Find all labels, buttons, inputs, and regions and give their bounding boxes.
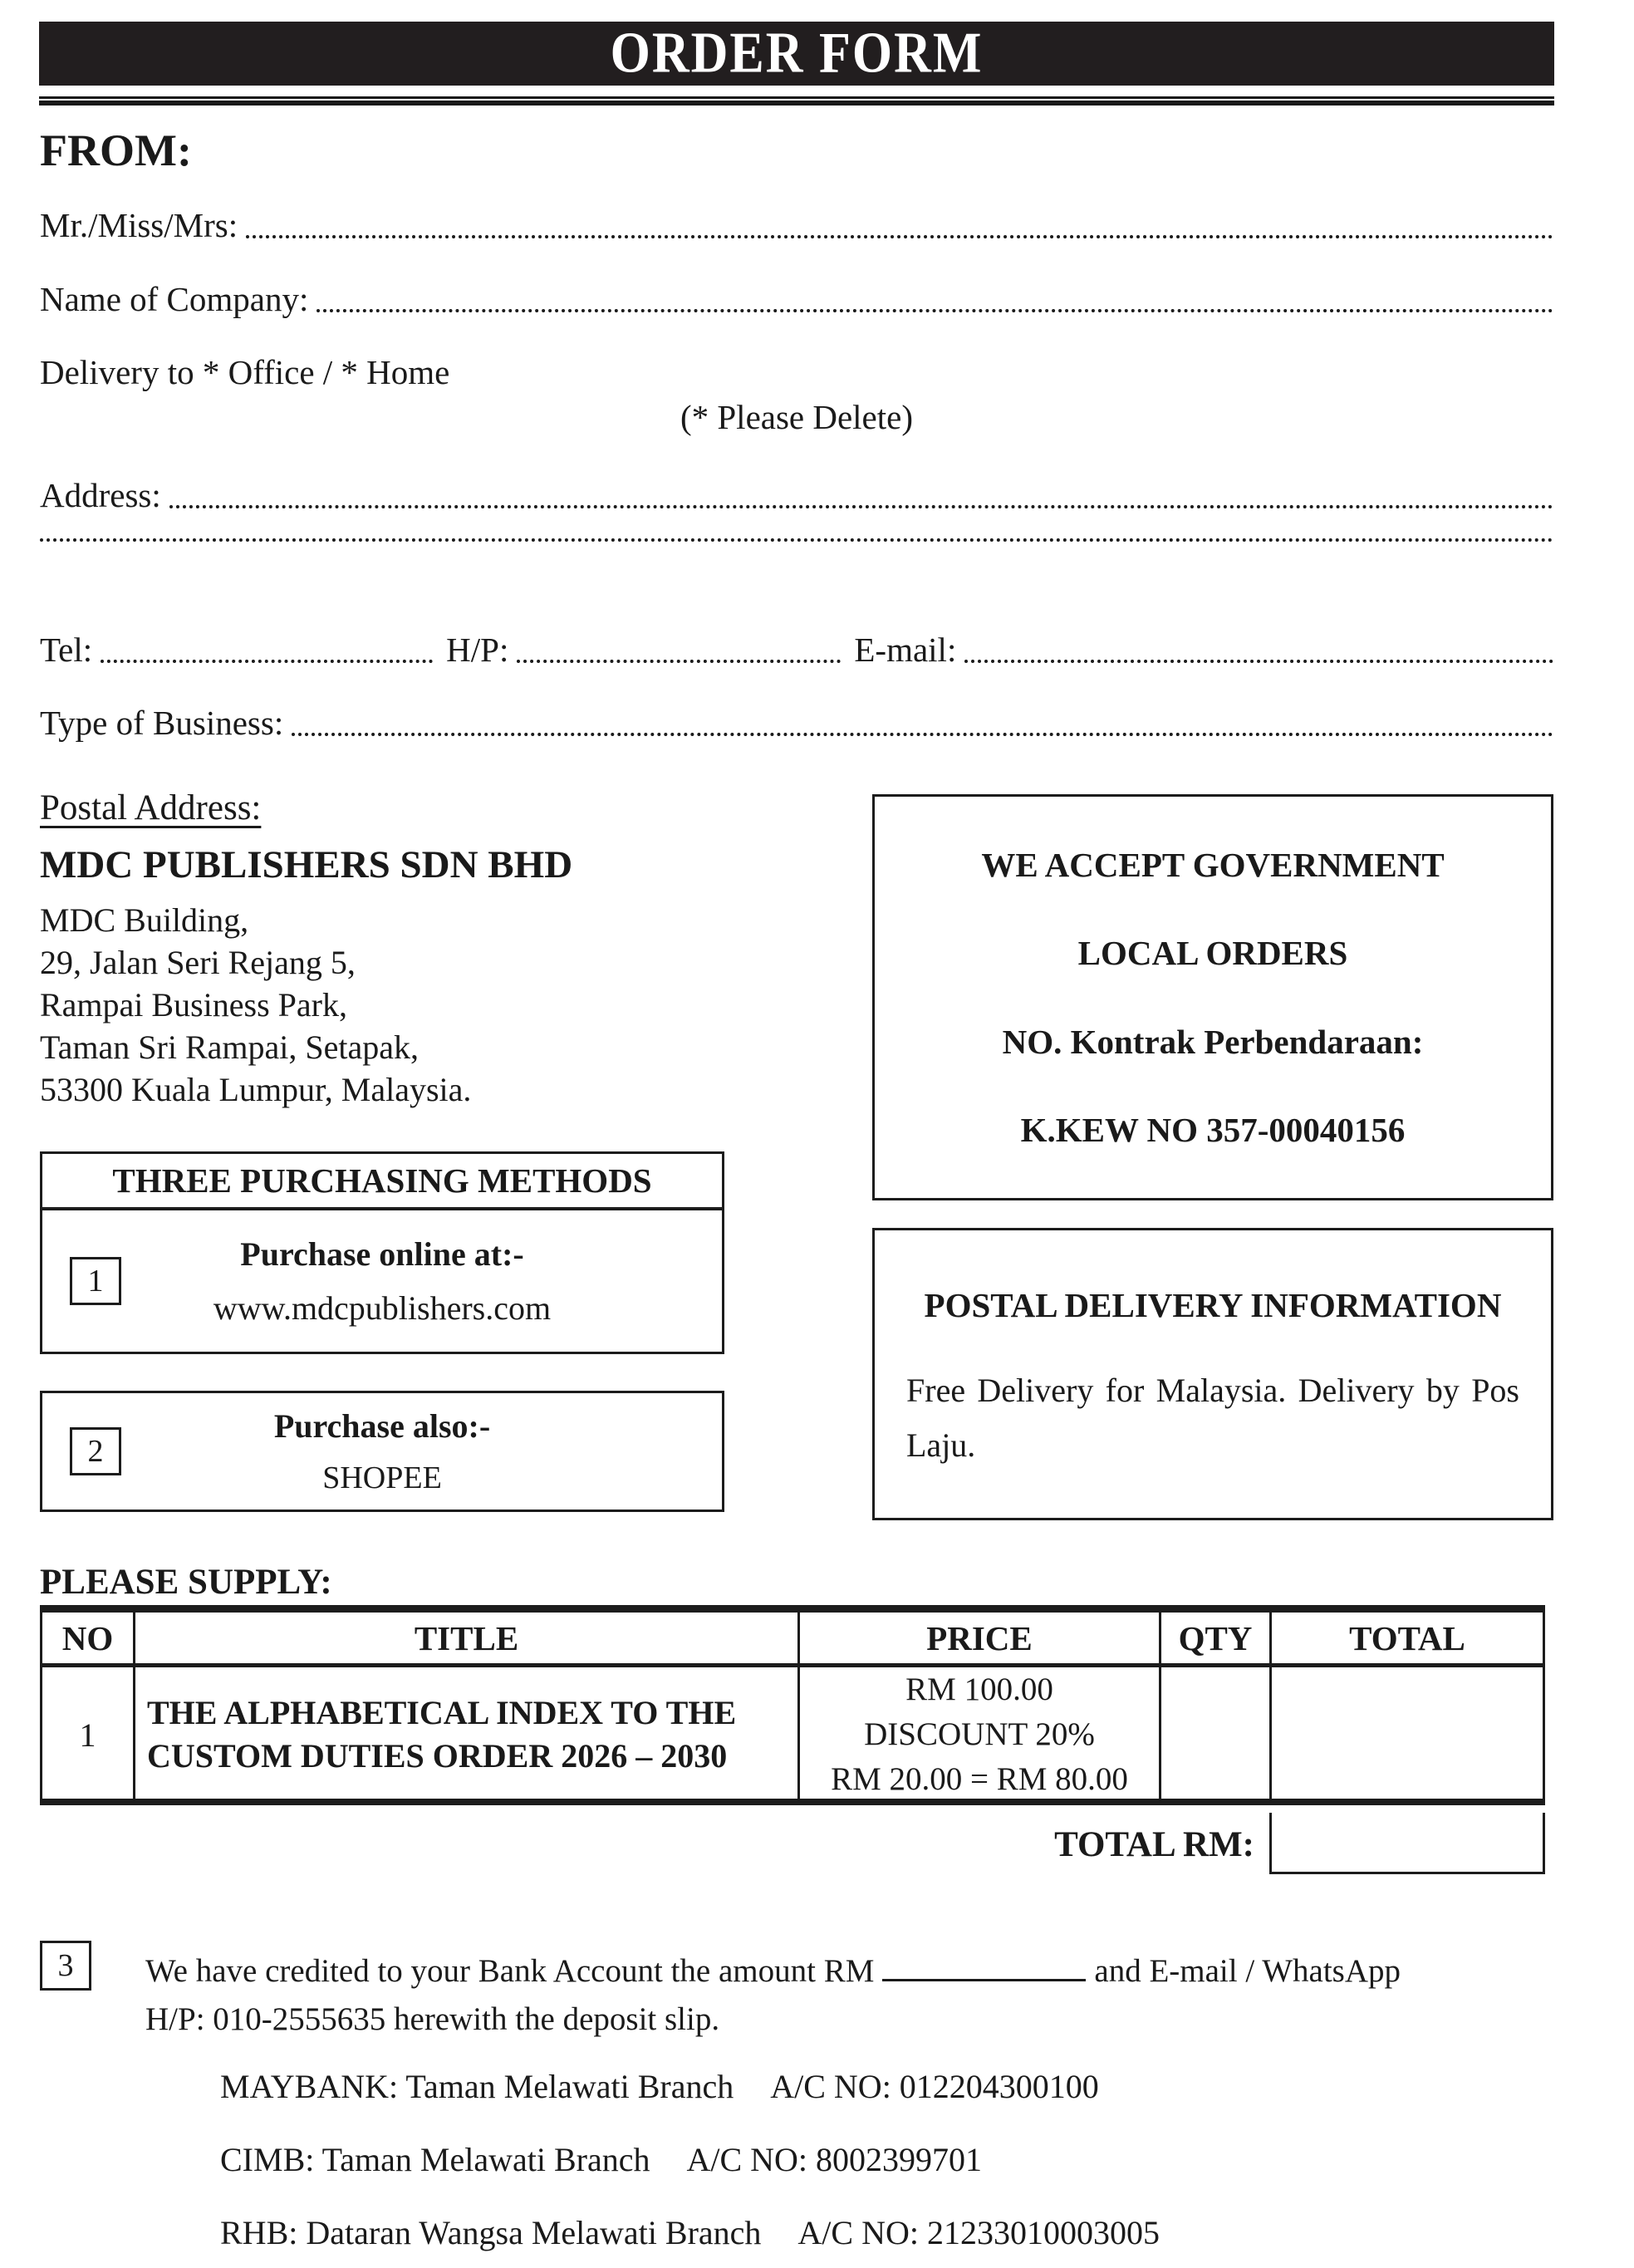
price-line-1: RM 100.00 (905, 1672, 1053, 1707)
gov-line-4: K.KEW NO 357-00040156 (1020, 1110, 1406, 1149)
purchasing-methods-box (40, 1151, 724, 1354)
postal-address-heading: Postal Address: (40, 788, 262, 827)
hp-label: H/P: (446, 631, 509, 669)
gov-line-1: WE ACCEPT GOVERNMENT (981, 846, 1445, 885)
bank-credit-paragraph (145, 1947, 1516, 2044)
business-field[interactable] (292, 733, 1553, 736)
method-3-number-box: 3 (40, 1941, 91, 1991)
email-label: E-mail: (854, 631, 957, 669)
supply-table (40, 1605, 1545, 1805)
credit-text-line-2: H/P: 010-2555635 herewith the deposit slip. (145, 2001, 720, 2037)
company-row (40, 279, 1553, 319)
method-1-number-box: 1 (70, 1257, 121, 1305)
bank-rhb-account: A/C NO: 21233010003005 (797, 2214, 1160, 2251)
address-row-2 (40, 538, 1553, 548)
book-title-line-2: CUSTOM DUTIES ORDER 2026 – 2030 (147, 1737, 728, 1775)
contact-row (40, 630, 1553, 670)
publisher-address (40, 899, 471, 1111)
method-2 (40, 1391, 724, 1512)
col-header-no: NO (42, 1613, 135, 1663)
method-2-title: Purchase also:- (273, 1407, 491, 1446)
gov-line-3: NO. Kontrak Perbendaraan: (1002, 1022, 1424, 1061)
row-total-cell[interactable] (1272, 1667, 1543, 1802)
col-header-total: TOTAL (1349, 1618, 1465, 1657)
form-title: ORDER FORM (610, 21, 984, 86)
credit-text-before: We have credited to your Bank Account the amount RM (145, 1953, 875, 1989)
table-row (42, 1667, 1543, 1805)
method-1-title: Purchase online at:- (240, 1235, 524, 1273)
book-title-line-1: THE ALPHABETICAL INDEX TO THE (147, 1694, 737, 1731)
row-qty-cell[interactable] (1161, 1667, 1272, 1802)
method-2-number-box: 2 (70, 1427, 121, 1475)
postal-delivery-heading: POSTAL DELIVERY INFORMATION (924, 1286, 1502, 1324)
price-line-2: DISCOUNT 20% (864, 1716, 1095, 1752)
address-line: 29, Jalan Seri Rejang 5, (40, 944, 356, 981)
tel-label: Tel: (40, 631, 93, 669)
total-rm-field[interactable] (1269, 1813, 1545, 1874)
total-rm-label: TOTAL RM: (1054, 1825, 1254, 1864)
price-line-3: RM 20.00 = RM 80.00 (831, 1761, 1128, 1797)
bank-cimb (220, 2140, 982, 2179)
gov-line-2: LOCAL ORDERS (1077, 934, 1348, 973)
from-heading: FROM: (40, 125, 192, 175)
bank-maybank-branch: MAYBANK: Taman Melawati Branch (220, 2068, 734, 2105)
purchasing-methods-heading: THREE PURCHASING METHODS (42, 1154, 722, 1210)
address-row (40, 475, 1553, 515)
method-1 (42, 1210, 722, 1352)
publisher-name: MDC PUBLISHERS SDN BHD (40, 843, 573, 886)
email-field[interactable] (964, 660, 1553, 663)
credit-text-after: and E-mail / WhatsApp (1094, 1953, 1401, 1989)
address-field-2[interactable] (40, 538, 1553, 542)
col-header-title: TITLE (135, 1613, 800, 1663)
address-line: 53300 Kuala Lumpur, Malaysia. (40, 1071, 472, 1108)
form-title-banner (39, 22, 1554, 86)
company-label: Name of Company: (40, 280, 309, 318)
website-link[interactable]: www.mdcpublishers.com (213, 1289, 552, 1327)
hp-field[interactable] (517, 660, 841, 663)
business-row (40, 703, 1553, 743)
address-field[interactable] (169, 505, 1553, 508)
col-header-qty: QTY (1161, 1613, 1272, 1663)
bank-cimb-branch: CIMB: Taman Melawati Branch (220, 2141, 650, 2178)
row-no-cell: 1 (42, 1667, 135, 1802)
please-delete-note: (* Please Delete) (680, 398, 914, 436)
government-orders-box (872, 794, 1553, 1200)
company-field[interactable] (316, 309, 1553, 312)
name-row (40, 205, 1553, 245)
tel-field[interactable] (101, 660, 433, 663)
postal-delivery-text: Free Delivery for Malaysia. Delivery by Pos Laju. (906, 1372, 1519, 1464)
delivery-row (40, 352, 1553, 392)
name-field[interactable] (246, 235, 1553, 238)
supply-table-header (42, 1613, 1543, 1667)
row-title-cell (135, 1667, 800, 1802)
delivery-label: Delivery to * Office / * Home (40, 353, 450, 391)
amount-blank-field[interactable] (882, 1979, 1086, 1981)
bank-rhb-branch: RHB: Dataran Wangsa Melawati Branch (220, 2214, 762, 2251)
bank-cimb-account: A/C NO: 8002399701 (686, 2141, 983, 2178)
bank-maybank-account: A/C NO: 012204300100 (770, 2068, 1099, 2105)
col-header-price: PRICE (800, 1613, 1161, 1663)
row-price-cell (800, 1667, 1161, 1802)
bank-maybank (220, 2067, 1099, 2106)
name-label: Mr./Miss/Mrs: (40, 206, 238, 244)
business-label: Type of Business: (40, 704, 284, 742)
address-label: Address: (40, 476, 161, 514)
double-rule-divider (39, 96, 1554, 106)
bank-rhb (220, 2213, 1160, 2252)
method-2-value: SHOPEE (322, 1460, 442, 1495)
address-line: MDC Building, (40, 901, 249, 939)
please-supply-heading: PLEASE SUPPLY: (40, 1563, 332, 1602)
address-line: Taman Sri Rampai, Setapak, (40, 1028, 419, 1066)
postal-delivery-box (872, 1228, 1553, 1520)
address-line: Rampai Business Park, (40, 986, 347, 1024)
